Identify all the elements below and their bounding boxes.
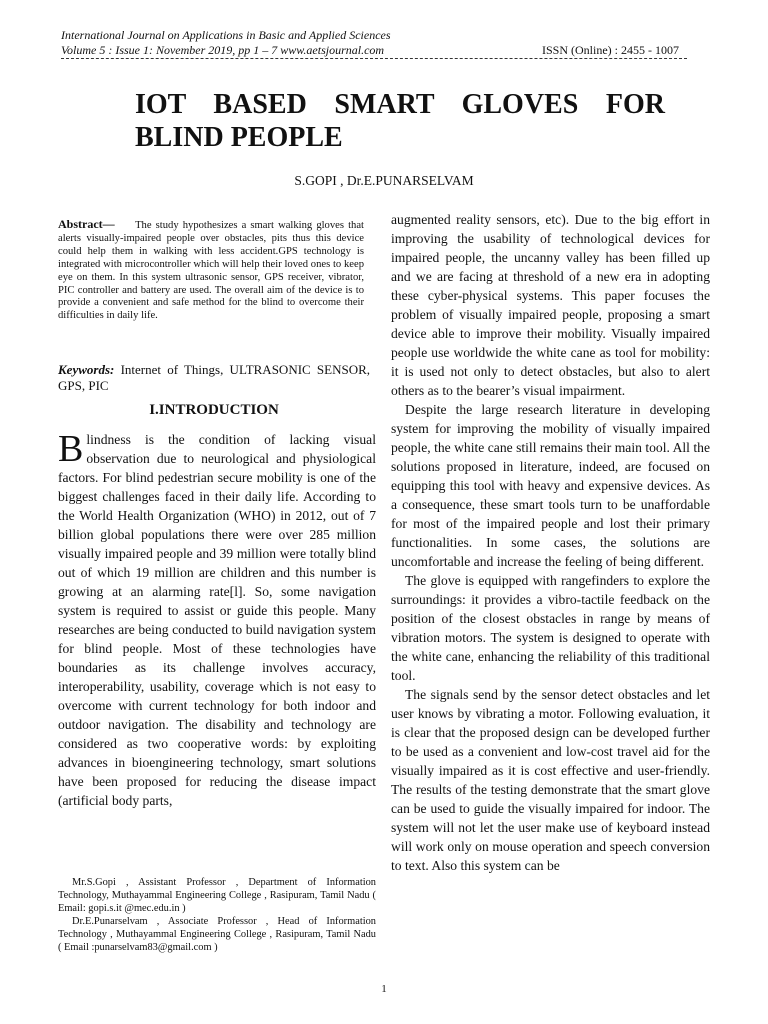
section-heading-introduction: I.INTRODUCTION <box>149 402 279 418</box>
volume-info: Volume 5 : Issue 1: November 2019, pp 1 – 7 www.aetsjournal.com <box>61 43 385 57</box>
paragraph: The signals send by the sensor detect obstacles and let user knows by vibrating a motor. Following evaluation, it is clear that the proposed design can be developed further to be used as a convenient and low-cost travel aid for the visually impaired as it is cost effective and user-friendly. The results of the testing demonstrate that the smart glove can be used to guide the visually impaired for indoor. The system will not let the user make use of keyboard instead will work only on mouse operation and speech conversion to text. Also this system can be <box>391 687 710 873</box>
issn: ISSN (Online) : 2455 - 1007 <box>542 43 679 57</box>
author-list: S.GOPI , Dr.E.PUNARSELVAM <box>294 173 474 188</box>
footnote-author-1: Mr.S.Gopi , Assistant Professor , Department of Information Technology, Muthayammal Engineering College , Rasipuram, Tamil Nadu ( Email: gopi.s.it @mec.edu.in ) <box>58 877 376 914</box>
keywords-label: Keywords: <box>58 362 115 377</box>
abstract-label: Abstract— <box>58 217 115 231</box>
header-divider <box>61 58 687 59</box>
drop-cap: B <box>58 428 84 470</box>
footnote-author-2: Dr.E.Punarselvam , Associate Professor , Head of Information Technology , Muthayammal Engineering College , Rasipuram, Tamil Nadu ( Email :punarselvam83@gmail.com ) <box>58 916 376 953</box>
paper-title <box>135 88 665 154</box>
paragraph: Despite the large research literature in developing system for improving the mobility of visually impaired people, the white cane still remains their main tool. All the solutions proposed in literature, indeed, are focused on equipping this tool with heavy and expensive devices. As a consequence, these smart tools turn to be unaffordable for most of the impaired people and lost their primary functionalities. In some cases, the solutions are uncomfortable and increase the feeling of being different. <box>391 402 710 569</box>
abstract-text: The study hypothesizes a smart walking gloves that alerts visually-impaired people over obstacles, pits thus this device could help them in walking with less accident.GPS technology is integrated with microcontroller which will help their loved ones to keep eye on them. In this system ultrasonic sensor, GPS receiver, vibrator, PIC controller and battery are used. The overall aim of the device is to provide a convenient and safe method for the blind to overcome their difficulties in daily life. <box>58 220 364 322</box>
running-header <box>61 28 687 58</box>
introduction-text: lindness is the condition of lacking visual observation due to neurological and physiological factors. For blind pedestrian secure mobility is one of the biggest challenges faced in their daily life. According to the World Health Organization (WHO) in 2012, out of 7 billion global populations there were over 285 million visually impaired people and 39 million were totally blind out of which 19 million are children and this number is growing at an alarming rate[l]. So, some navigation system is required to assist or guide this people. Many researches are being conducted to build navigation system for blind people. Most of these technologies have boundaries as its challenge involves accuracy, interoperability, usability, coverage which is not easy to overcome with current technology for both indoor and outdoor navigation. The disability and technology are considered as two cooperative words: by exploiting advances in bioengineering technology, smart solutions have been proposed for reducing the disease impact (artificial body parts, <box>58 432 376 808</box>
introduction-body <box>58 430 376 810</box>
abstract <box>58 218 364 323</box>
title-line-2: BLIND PEOPLE <box>135 122 343 153</box>
paragraph: augmented reality sensors, etc). Due to the big effort in improving the usability of technological devices for impaired people, the uncanny valley has been filled up and we are facing at threshold of a new era in adopting these cyber-physical systems. This paper focuses the problem of visually impaired people, proposing a smart device able to improve their mobility. Visually impaired people use worldwide the white cane as tool for mobility: it is used not only to detect obstacles, but also to alert others as to the bearer’s visual impairment. <box>391 212 710 398</box>
title-line-1: IOT BASED SMART GLOVES FOR <box>135 89 665 120</box>
keywords <box>58 362 370 394</box>
right-column-body <box>391 210 710 875</box>
paragraph: The glove is equipped with rangefinders to explore the surroundings: it provides a vibro-tactile feedback on the position of the closest obstacles in range by means of vibration motors. The system is designed to operate with the white cane, enhancing the reliability of this traditional tool. <box>391 573 710 683</box>
author-footnotes <box>58 876 376 954</box>
keywords-text: Internet of Things, ULTRASONIC SENSOR, GPS, PIC <box>58 362 371 393</box>
journal-name: International Journal on Applications in Basic and Applied Sciences <box>61 28 391 42</box>
page-number: 1 <box>381 983 387 995</box>
